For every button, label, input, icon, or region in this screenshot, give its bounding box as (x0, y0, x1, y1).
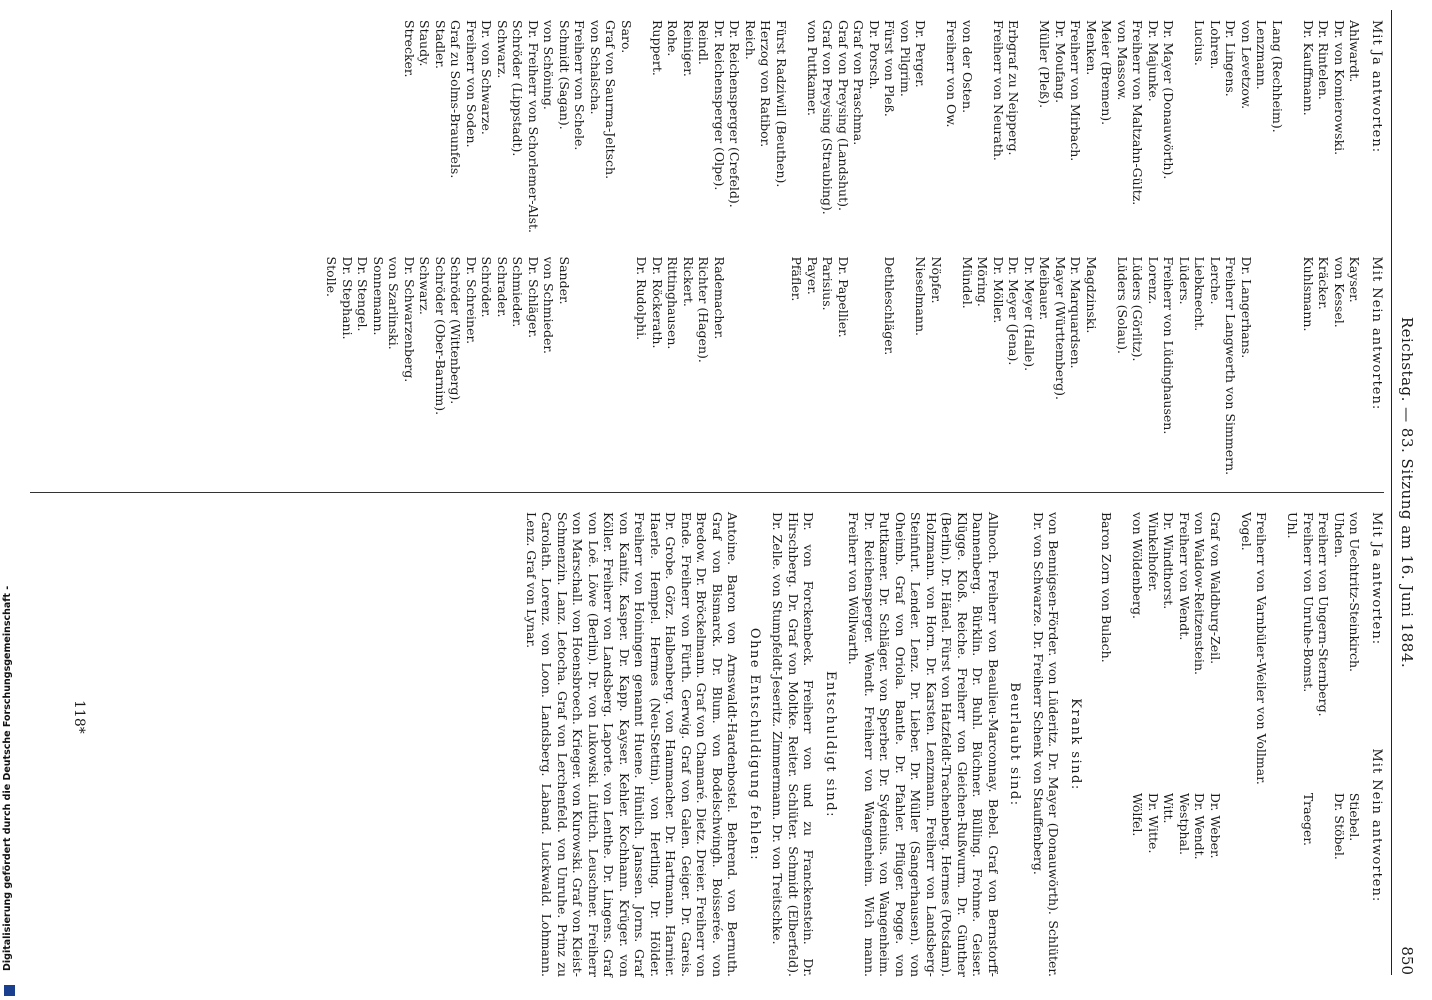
table2-yes-entry: Vogel. (1239, 512, 1254, 551)
table1-no-entry: Schröder (Ober-Barnim). (433, 256, 448, 416)
digitization-credit (2, 0, 18, 1000)
table2-yes-entry: Freiherr von Varnbüler-Weiler von Vollmar. (1254, 512, 1270, 785)
table1-yes-entry: Dr. Moufang. (1053, 20, 1068, 104)
table1-no-entry: Payer. (805, 256, 820, 295)
table1-yes-entry: Dr. Mayer (Donauwörth). (1161, 20, 1177, 180)
table1-yes-entry: Graf von Saurma-Jeltsch. (603, 20, 619, 180)
table1-no-entry: Rittinghausen. (665, 256, 681, 350)
table1-yes-entry: von Levetzow. (1239, 20, 1254, 110)
table1-no-entry: Schmieder. (510, 256, 526, 328)
table1-yes-entry: Freiherr von Mirbach. (1068, 20, 1084, 162)
table1-no-entry: Dr. Marquardsen. (1068, 256, 1084, 369)
credit-text: Digitalisierung gefördert durch die Deutsche Forschungsgemeinschaft - (2, 585, 13, 971)
table1-no-entry: Freiherr von Lüdinghausen. (1161, 256, 1177, 435)
table1-no-entry: Kayser. (1347, 256, 1363, 303)
table1-yes-entry: von Massow. (1115, 20, 1130, 101)
table2-yes-list (1099, 512, 1363, 785)
table1-no-entry: Dr. Meyer (Halle). (1022, 256, 1037, 372)
table1-yes-entry: Dr. Freiherr von Schorlemer-Alst. (526, 20, 541, 233)
ohne-entschuldigung-heading: Ohne Entschuldigung fehlen: (747, 627, 762, 862)
right-column (516, 512, 1385, 977)
table1-yes-entry: Lang (Rechheim). (1270, 20, 1285, 133)
table1-no-entry: Freiherr Langwerth von Simmern. (1223, 256, 1239, 476)
table1-yes-entry: Ruppert. (650, 20, 665, 76)
table2-no-list (1099, 793, 1363, 977)
table1-yes-entry (929, 20, 945, 249)
ohne-entschuldigung-text: Antoine. Baron von Arnswaldt-Hardenbostel. Behrend. von Bernuth. Graf von Bismarck. Dr. Blum. von Bodelschwingh. Boisserée. von Bredow. Dr. Bröckelmann. Graf von Chamaré. Dietz. Dreier. Freiherr von Ende. Freiherr von Fürth. Gerwig. Graf von Galen. Geiger. Dr. Gareis. Dr. Grobe. Görz. Halbenberg. von Hammacher. Dr. Hartmann. Harnier. Haerle. Hempel. Hermes (Neu-Stettin). von Hertling. Dr. Hölder. Freiherr von Hoiningen genannt Huene. Hünlich. Janssen. Jorns. Graf von Kanitz. Kasper. Dr. Kapp. Kayser. Kehler. Kochhann. Krüger. von Köller. Freiherr von Landsberg. Laporte. von Lenthe. Dr. Lingens. Graf von Loë. Löwe (Berlin). Dr. von Lukowski. Lüttich. Leuschner. Freiherr von Marschall. von Hoensbroech. Krieger. von Kurowski. Graf von Kleist-Schmenzin. Lanz. Letocha. Graf von Lerchenfeld. von Unruhe. Prinz zu Carolath. Lorenz. von Loon. Landsberg. Laband. Luckwald. Lohmann. Lenz. Graf von Lynar. (524, 512, 741, 977)
table1-no-entry: Parisius. (820, 256, 836, 311)
table1-no-entry (588, 257, 604, 486)
table1-yes-entry: Dr. von Komierowski. (1332, 20, 1347, 156)
table1-yes-entry: Rohe. (665, 20, 681, 57)
table1-no-entry: Lüders. (1177, 256, 1192, 305)
table1-no-entry (774, 257, 790, 486)
table1-no-entry: Möring. (975, 256, 991, 307)
table2-no-entry (1270, 793, 1286, 977)
table1-yes-entry: von der Osten. (960, 20, 975, 114)
page-number-right: 850 (1398, 946, 1416, 975)
table1-no-entry: Schröder (Wittenberg). (448, 256, 464, 405)
table1-no-entry: Sonnemann. (371, 256, 386, 336)
table1-no-entry: Dr. Rudolphi. (634, 256, 650, 341)
table1-no-entry: von Schmieder. (541, 256, 557, 354)
table1-no-entry: Schwarz. (417, 256, 433, 315)
table1-yes-entry: Reiniger. (681, 20, 696, 77)
table1-no-entry: Dr. Röckerath. (650, 256, 665, 349)
table1-no-entry: Schröder. (479, 256, 495, 318)
table1-yes-entry: Saro. (619, 20, 634, 54)
beurlaubt-heading: Beurlaubt sind: (1007, 682, 1023, 807)
table1-yes-entry: Dr. Perger. (913, 20, 929, 88)
table1-yes-entry: Lucius. (1192, 20, 1208, 66)
table1-no-entry: Lorenz. (1146, 256, 1161, 305)
vote-table-2 (1099, 512, 1363, 977)
table1-yes-entry: Dr. Reichensperger (Olpe). (712, 20, 727, 191)
table1-yes-entry: Fürst von Pleß. (882, 20, 898, 117)
table1-header (1369, 20, 1385, 485)
table1-yes-entry: Lenzmann. (1254, 20, 1270, 90)
table1-no-entry: Meibauer. (1037, 256, 1053, 321)
table1-yes-entry: Reindl. (696, 20, 712, 65)
table1-no-entry: Nieselmann. (913, 256, 929, 337)
page-signature: 118* (71, 700, 87, 734)
table1-yes-entry: Stadler. (433, 20, 448, 70)
table1-yes-entry (1285, 20, 1301, 249)
table1-no-entry (898, 257, 914, 486)
table2-no-entry (1285, 793, 1301, 977)
table1-no-entry (572, 257, 588, 486)
table1-yes-entry: Menken. (1084, 20, 1099, 76)
table2-yes-entry: Uhl. (1285, 512, 1301, 539)
table1-no-entry: Pfäfler. (789, 256, 805, 302)
table1-yes-entry: Graf von Preysing (Straubing). (820, 20, 836, 215)
table1-no-entry: Lüders (Görlitz). (1130, 256, 1146, 362)
table2-yes-entry: von Waldow-Reitzenstein. (1192, 512, 1208, 675)
table1-no-entry: Dethleschläger. (882, 256, 898, 356)
table1-no-entry: Lüders (Solau). (1115, 256, 1130, 354)
table1-no-entry: Dr. Möller. (991, 256, 1006, 324)
table1-no-entry: Dr. Stengel. (355, 256, 371, 332)
table2-yes-entry: von Uechtritz-Steinkirch. (1347, 512, 1363, 673)
table1-no-entry (603, 257, 619, 486)
table2-no-entry: Stiebel. (1347, 792, 1363, 842)
table1-no-entry (758, 257, 774, 486)
table2-no-entry: Westphal. (1177, 792, 1192, 855)
table2-no-entry (1316, 793, 1332, 977)
page-title: Reichstag. — 83. Sitzung am 16. Juni 1884. (1398, 316, 1416, 669)
table2-header-no: Mit Nein antworten: (1369, 748, 1384, 903)
table1-no-entry: Lerche. (1208, 256, 1223, 305)
table1-yes-entry: von Schalscha. (588, 20, 603, 115)
left-column (324, 20, 1384, 485)
table1-yes-entry: Freiherr von Maltzahn-Gültz. (1130, 20, 1146, 206)
table1-yes-entry: Ahlwardt. (1347, 20, 1363, 83)
table1-no-entry: Dr. Langerhans. (1239, 256, 1254, 359)
table1-no-entry (1099, 257, 1115, 486)
table2-yes-entry: Freiherr von Ungern-Sternberg. (1316, 512, 1332, 717)
table2-no-entry: Wölfel. (1130, 792, 1146, 837)
table1-yes-entry: Herzog von Ratibor. (758, 20, 774, 148)
table1-yes-entry: von Pilgrim. (898, 20, 913, 97)
table1-yes-entry (1177, 20, 1193, 249)
table1-yes-entry: Graf von Preysing (Landshut). (836, 20, 851, 211)
table1-yes-entry: Fürst Radziwill (Beuthen). (774, 20, 789, 188)
table1-yes-entry: Graf zu Solms-Braunfels. (448, 20, 464, 179)
table2-no-entry: Dr. Weber. (1208, 792, 1223, 859)
table1-yes-entry (1022, 20, 1038, 249)
table1-no-entry: von Szarlinski. (386, 256, 402, 350)
table2-no-entry: Witt. (1161, 792, 1177, 824)
table1-no-entry: Richter (Hagen). (696, 256, 712, 363)
table1-no-entry: Sander. (557, 256, 572, 305)
table1-yes-entry: Schröder (Lippstadt). (510, 20, 526, 157)
table1-no-entry: Rademacher. (712, 256, 727, 340)
table1-no-entry: Stolle. (324, 256, 340, 297)
table1-yes-list (324, 20, 1363, 249)
table2-yes-entry: Dr. Windthorst. (1161, 512, 1177, 610)
table1-no-entry: Mayer (Württemberg). (1053, 256, 1068, 400)
table1-no-entry: Mündel. (960, 256, 975, 309)
table1-yes-entry: Dr. Porsch. (867, 20, 882, 90)
table1-no-entry: Dr. Stephani. (340, 256, 355, 340)
page-header (1390, 10, 1420, 975)
table1-no-entry: Magdzinski. (1084, 256, 1099, 334)
table1-no-entry (944, 257, 960, 486)
table1-yes-entry: Graf von Praschma. (851, 20, 867, 146)
table2-yes-entry (1223, 512, 1239, 785)
table1-yes-entry: Dr. Lingens. (1223, 20, 1239, 97)
table1-yes-entry: Staudy. (417, 20, 433, 67)
table2-yes-entry (1270, 512, 1286, 785)
table1-no-entry: Dr. Papellier. (836, 256, 851, 338)
table1-no-entry: Kräcker. (1316, 256, 1332, 310)
table1-yes-entry: Müller (Pleß). (1037, 20, 1053, 109)
table1-yes-entry: von Puttkamer. (805, 20, 820, 116)
beurlaubt-text: Allnoch. Freiherr von Beaulieu-Marconnay. Bebel. Graf von Bernstorff-Dannenberg. Bürklin. Dr. Buhl. Büchner. Bülling. Frohme. Geiser. Klügge. Kloß. Reiche. Freiherr von Gleichen-Rußwurm. Dr. Günther (Berlin). Dr. Hänel. Fürst von Hatzfeldt-Trachenberg. Hermes (Potsdam). Holzmann. von Horn. Dr. Karsten. Lenzmann. Freiherr von Landsberg-Steinfurt. Lender. Lenz. Dr. Lieber. Dr. Müller (Sangerhausen). von Oheimb. Graf von Oriola. Bantle. Dr. Pfahler. Pflüger. Pogge. von Puttkamer. Dr. Schläger. von Sperber. Dr. Sydenius. von Wangenheim. Dr. Reichensperger. Wendt. Freiherr von Wangenheim. Wich mann. Freiherr von Wöllwarth. (846, 512, 1001, 977)
table1-no-entry (867, 257, 883, 486)
table2-yes-entry (1115, 512, 1131, 785)
table1-yes-entry (789, 20, 805, 249)
table2-no-entry: Traeger. (1301, 792, 1316, 846)
table1-yes-entry: Freiherr von Neurath. (991, 20, 1006, 161)
table1-no-entry: Dr. Schwarzenberg. (402, 256, 417, 383)
dfg-logo-icon (4, 985, 15, 996)
table1-no-entry: Liebknecht. (1192, 256, 1208, 332)
table2-yes-entry: Baron Zorn von Bulach. (1099, 512, 1115, 663)
header-rule (1391, 10, 1392, 975)
table1-yes-entry: von Schöning. (541, 20, 557, 110)
table2-yes-entry: Freiherr von Wendt. (1177, 512, 1192, 641)
table1-yes-entry: Dr. Majunke. (1146, 20, 1161, 102)
table2-yes-entry: Freiherr von Unruhe-Bomst. (1301, 512, 1316, 693)
table2-yes-entry: Graf von Waldburg-Zeil. (1208, 512, 1223, 665)
table1-no-entry (851, 257, 867, 486)
table2-yes-entry: Uhden. (1332, 512, 1347, 559)
column-divider (30, 492, 1384, 493)
entschuldigt-text: Dr. von Forckenbeck. Freiherr von und zu Franckenstein. Dr. Hirschberg. Dr. Graf von Moltke. Reiter. Schlüter. Schmidt (Elberfeld). Dr. Zelle. von Stumpfeldt-Jeseritz. Zimmermann. Dr. von Treitschke. (770, 512, 817, 977)
table1-no-entry (1254, 257, 1270, 486)
table1-no-entry: von Kessel. (1332, 256, 1347, 328)
table1-yes-entry: Dr. Reichensperger (Crefeld). (727, 20, 743, 208)
table1-no-entry: Dr. Schreiner. (464, 256, 479, 345)
table2-header (1369, 512, 1385, 977)
table2-no-entry: Dr. Wendt. (1192, 792, 1208, 860)
table1-header-no: Mit Nein antworten: (1369, 256, 1384, 411)
table1-yes-entry: Reich. (743, 20, 758, 60)
table1-no-entry: Rickert. (681, 256, 696, 307)
table1-header-yes: Mit Ja antworten: (1369, 20, 1384, 154)
table1-no-entry: Nöpfer. (929, 256, 944, 304)
table1-yes-entry: Strecker. (402, 20, 417, 78)
table1-no-entry (743, 257, 759, 486)
table2-yes-entry: von Wöldenberg. (1130, 512, 1146, 619)
table1-no-entry: Dr. Schläger. (526, 256, 541, 339)
table1-yes-entry: Meier (Bremen). (1099, 20, 1115, 126)
table2-no-entry: Dr. Witte. (1146, 792, 1161, 854)
table1-no-list (324, 257, 1363, 486)
table1-yes-entry (975, 20, 991, 249)
table2-yes-entry: Winkelhofer. (1146, 512, 1161, 592)
table1-yes-entry: Dr. Kauffmann. (1301, 20, 1316, 116)
table1-yes-entry: Freiherr von Schele. (572, 20, 588, 151)
table1-yes-entry: Dr. Rintelen. (1316, 20, 1332, 100)
table1-yes-entry: Freiherr von Soden. (464, 20, 479, 148)
table1-yes-entry (634, 20, 650, 249)
table1-no-entry (1270, 257, 1286, 486)
krank-text: von Bennigsen-Förder. von Lüderitz. Dr. Mayer (Donauwörth). Schlüter. Dr. von Schwarze. Dr. Freiherr Schenk von Stauffenberg. (1031, 512, 1062, 977)
vote-table-1 (324, 20, 1363, 485)
table2-no-entry (1254, 793, 1270, 977)
table1-yes-entry: Erbgraf zu Neipperg. (1006, 20, 1022, 156)
entschuldigt-heading: Entschuldigt sind: (823, 670, 838, 818)
table1-no-entry: Dr. Meyer (Jena). (1006, 256, 1022, 366)
table2-no-entry (1223, 793, 1239, 977)
krank-heading: Krank sind: (1068, 698, 1083, 791)
table1-yes-entry: Schmidt (Sagan). (557, 20, 572, 130)
table1-yes-entry: Dr. von Schwarze. (479, 20, 495, 135)
table1-yes-entry: Schwarz. (495, 20, 510, 79)
table2-no-entry (1239, 793, 1255, 977)
table1-no-entry: Kuhlsmann. (1301, 256, 1316, 332)
table1-no-entry: Schrader. (495, 256, 510, 318)
table2-no-entry: Dr. Stöbel. (1332, 792, 1347, 860)
table1-yes-entry: Lohren. (1208, 20, 1223, 70)
table1-no-entry (1285, 257, 1301, 486)
table1-no-entry (619, 257, 635, 486)
table1-no-entry (727, 257, 743, 486)
table2-header-yes: Mit Ja antworten: (1369, 512, 1384, 646)
table1-yes-entry: Freiherr von Ow. (944, 20, 960, 128)
